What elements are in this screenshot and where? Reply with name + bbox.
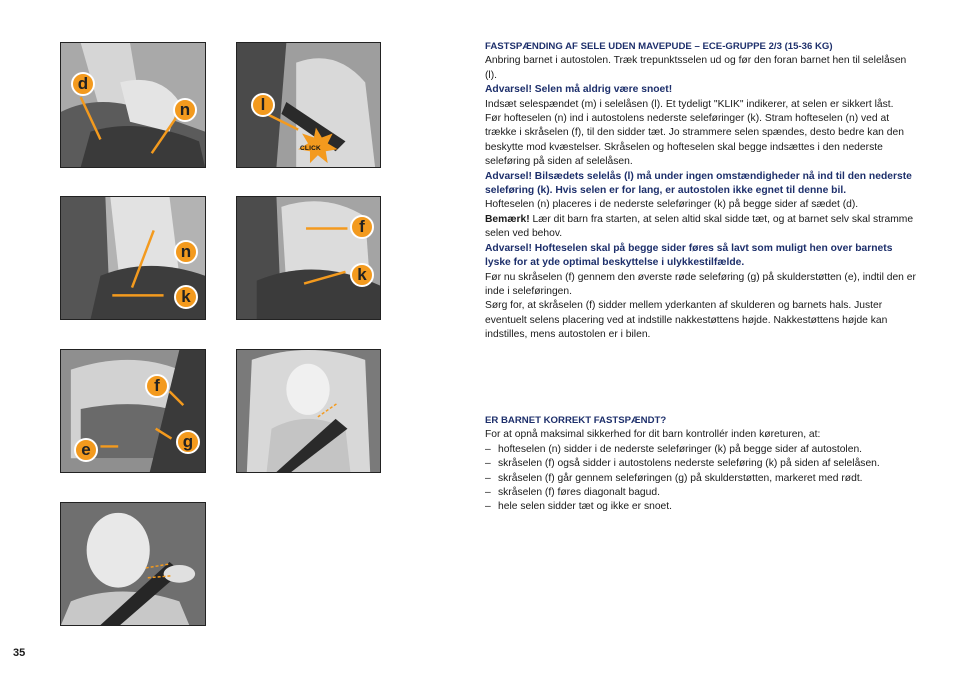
- dash-bullet: –: [485, 472, 491, 484]
- label-k: k: [350, 263, 374, 287]
- label-d: d: [71, 72, 95, 96]
- label-e: e: [74, 438, 98, 462]
- label-n: n: [173, 98, 197, 122]
- checklist-item-text: skråselen (f) går gennem seleføringen (g) på skulderstøtten, markeret med rødt.: [498, 472, 863, 484]
- label-l: l: [251, 93, 275, 117]
- paragraph-1: Anbring barnet i autostolen. Træk trepunktsselen ud og før den foran barnet hen til selelåsen (l).: [485, 55, 907, 81]
- label-n: n: [174, 240, 198, 264]
- photo-seat-lap-belt: [60, 42, 206, 168]
- click-burst: CLICK: [300, 145, 321, 152]
- checklist-item-text: skråselen (f) også sidder i autostolens nederste seleføring (k) på siden af selelåsen.: [498, 458, 880, 470]
- photo-buckle-click: [236, 42, 381, 168]
- checklist-item: [485, 443, 917, 457]
- photo-shoulder-guide: [60, 349, 206, 473]
- dash-bullet: –: [485, 501, 491, 513]
- checklist-item-text: skråselen (f) føres diagonalt bagud.: [498, 487, 660, 499]
- page-number: 35: [13, 647, 26, 659]
- photo-child-belted: [236, 349, 381, 473]
- warning-3: Advarsel! Hofteselen skal på begge sider føres så lavt som muligt hen over barnets lyske for at yde optimal beskyttelse i ulykkestilfælde.: [485, 242, 893, 269]
- instructions-section-2: [485, 414, 917, 515]
- checklist-intro: For at opnå maksimal sikkerhed for dit barn kontrollér inden køreturen, at:: [485, 429, 821, 441]
- checklist-item: [485, 472, 917, 486]
- dash-bullet: –: [485, 443, 491, 455]
- checklist-item-text: hofteselen (n) sidder i de nederste seleføringer (k) på begge sider af autostolen.: [498, 443, 863, 455]
- label-f: f: [350, 215, 374, 239]
- label-k: k: [174, 285, 198, 309]
- checklist-item: [485, 500, 917, 514]
- label-g: g: [176, 430, 200, 454]
- note-paragraph: [485, 213, 917, 242]
- paragraph-4: Hofteselen (n) placeres i de nederste seleføringer (k) på begge sider af sædet (d).: [485, 199, 859, 211]
- checklist: [485, 443, 917, 515]
- photo-lap-belt-guide: [60, 196, 206, 320]
- label-f: f: [145, 374, 169, 398]
- note-text: Lær dit barn fra starten, at selen altid skal sidde tæt, og at barnet selv skal stramme selen ved behov.: [485, 213, 914, 240]
- warning-1: Advarsel! Selen må aldrig være snoet!: [485, 84, 673, 96]
- photo-6-illustration: [237, 350, 380, 472]
- paragraph-6: Sørg for, at skråselen (f) sidder mellem yderkanten af skulderen og barnets hals. Juster eventuelt selens placering ved at indstille nakkestøttens højde. Nakkestøttens højde kan indstilles, mens autostolen er i bilen.: [485, 300, 888, 341]
- checklist-item: [485, 486, 917, 500]
- paragraph-3: Før hofteselen (n) ind i autostolens nederste seleføringer (k). Stram hofteselen (n) ved at trække i skråselen (f), til den sidder tæt. Jo strammere selen spændes, desto bedre kan den beskytte mod kvæstelser. Skråselen og hofteselen skal begge indsættes i den nederste seleføring på siden af selelåsen.: [485, 113, 904, 168]
- paragraph-5: Før nu skråselen (f) gennem den øverste røde seleføring (g) på skulderstøtten (e), indtil den er inde i seleføringen.: [485, 271, 916, 297]
- photo-7-illustration: [61, 503, 205, 625]
- checklist-item-text: hele selen sidder tæt og ikke er snoet.: [498, 501, 673, 513]
- dash-bullet: –: [485, 487, 491, 499]
- warning-2: Advarsel! Bilsædets selelås (l) må under ingen omstændigheder nå ind til den nederste seleføring (k). Hvis selen er for lang, er autostolen ikke egnet til denne bil.: [485, 170, 912, 197]
- dash-bullet: –: [485, 458, 491, 470]
- checklist-item: [485, 457, 917, 471]
- section-2-heading: ER BARNET KORREKT FASTSPÆNDT?: [485, 415, 667, 426]
- section-1-heading: FASTSPÆNDING AF SELE UDEN MAVEPUDE – ECE-GRUPPE 2/3 (15-36 KG): [485, 41, 833, 52]
- photo-child-closeup: [60, 502, 206, 626]
- instructions-section-1: [485, 40, 917, 343]
- note-label: Bemærk!: [485, 213, 530, 225]
- photo-diagonal-belt: [236, 196, 381, 320]
- paragraph-2: Indsæt selespændet (m) i selelåsen (l). Et tydeligt "KLIK" indikerer, at selen er sikkert låst.: [485, 98, 894, 110]
